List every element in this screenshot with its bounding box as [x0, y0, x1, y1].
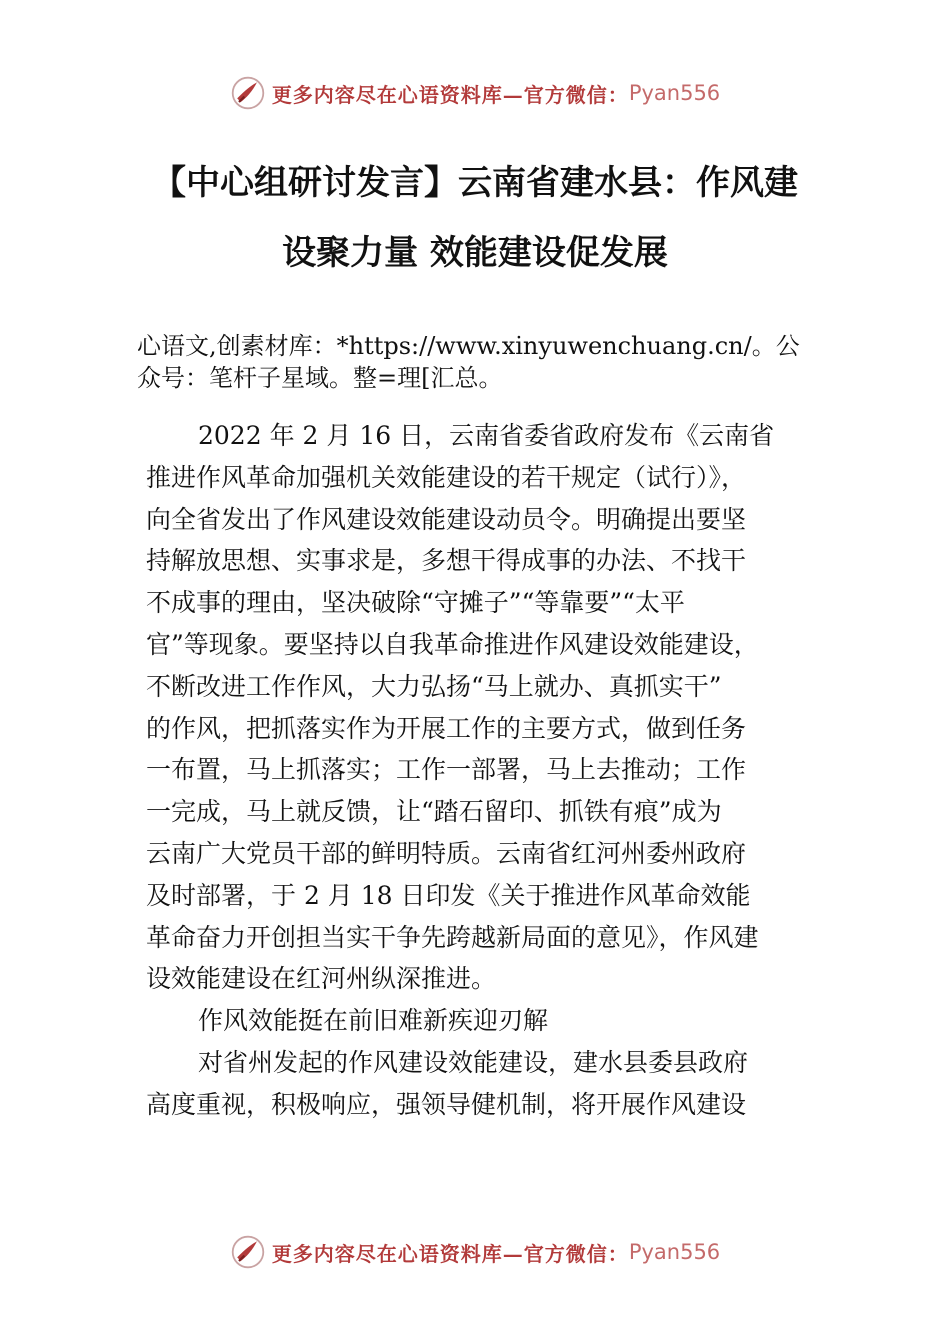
body-line: 的作风，把抓落实作为开展工作的主要方式，做到任务 — [146, 713, 747, 743]
banner-text: 更多内容尽在心语资料库—官方微信： — [271, 1241, 629, 1266]
section-heading: 作风效能挺在前旧难新疾迎刃解 — [198, 1006, 549, 1036]
body-line: 不断改进工作作风，大力弘扬“马上就办、真抓实干” — [146, 671, 722, 701]
body-line: 向全省发出了作风建设效能建设动员令。明确提出要坚 — [146, 504, 747, 534]
body-line: 云南广大党员干部的鲜明特质。云南省红河州委州政府 — [146, 838, 747, 868]
brush-logo-icon — [230, 1234, 266, 1270]
banner-wechat-id: Pyan556 — [628, 1240, 721, 1264]
body-line: 推进作风革命加强机关效能建设的若干规定（试行）》， — [146, 462, 747, 492]
body-line: 高度重视，积极响应，强领导健机制，将开展作风建设 — [146, 1089, 747, 1119]
body-line: 及时部署，于 2 月 18 日印发《关于推进作风革命效能 — [146, 880, 751, 910]
body-line: 一完成，马上就反馈，让“踏石留印、抓铁有痕”成为 — [146, 797, 722, 827]
body-line: 革命奋力开创担当实干争先跨越新局面的意见》，作风建 — [146, 922, 759, 952]
body-line: 官”等现象。要坚持以自我革命推进作风建设效能建设， — [146, 629, 759, 659]
document-title-line-1: 【中心组研讨发言】云南省建水县：作风建 — [152, 163, 798, 203]
brush-logo-icon — [230, 75, 266, 111]
body-line: 对省州发起的作风建设效能建设，建水县委县政府 — [198, 1047, 749, 1077]
header-banner — [0, 70, 950, 116]
document-title-line-2: 设聚力量 效能建设促发展 — [282, 233, 668, 273]
document-body — [146, 415, 826, 1126]
source-note — [137, 330, 847, 394]
banner-wechat-id: Pyan556 — [628, 81, 721, 105]
body-line: 2022 年 2 月 16 日，云南省委省政府发布《云南省 — [198, 421, 775, 450]
body-line: 一布置，马上抓落实；工作一部署，马上去推动；工作 — [146, 755, 747, 785]
footer-banner — [0, 1229, 950, 1275]
body-line: 不成事的理由，坚决破除“守摊子”“等靠要”“太平 — [146, 588, 685, 618]
source-note-line: 众号：笔杆子星域。整=理[汇总。 — [137, 364, 503, 392]
body-line: 设效能建设在红河州纵深推进。 — [146, 964, 497, 994]
banner-text: 更多内容尽在心语资料库—官方微信： — [271, 82, 629, 107]
body-line: 持解放思想、实事求是，多想干得成事的办法、不找干 — [146, 546, 747, 576]
source-note-line: 心语文,创素材库：*https://www.xinyuwenchuang.cn/。公 — [137, 332, 800, 360]
